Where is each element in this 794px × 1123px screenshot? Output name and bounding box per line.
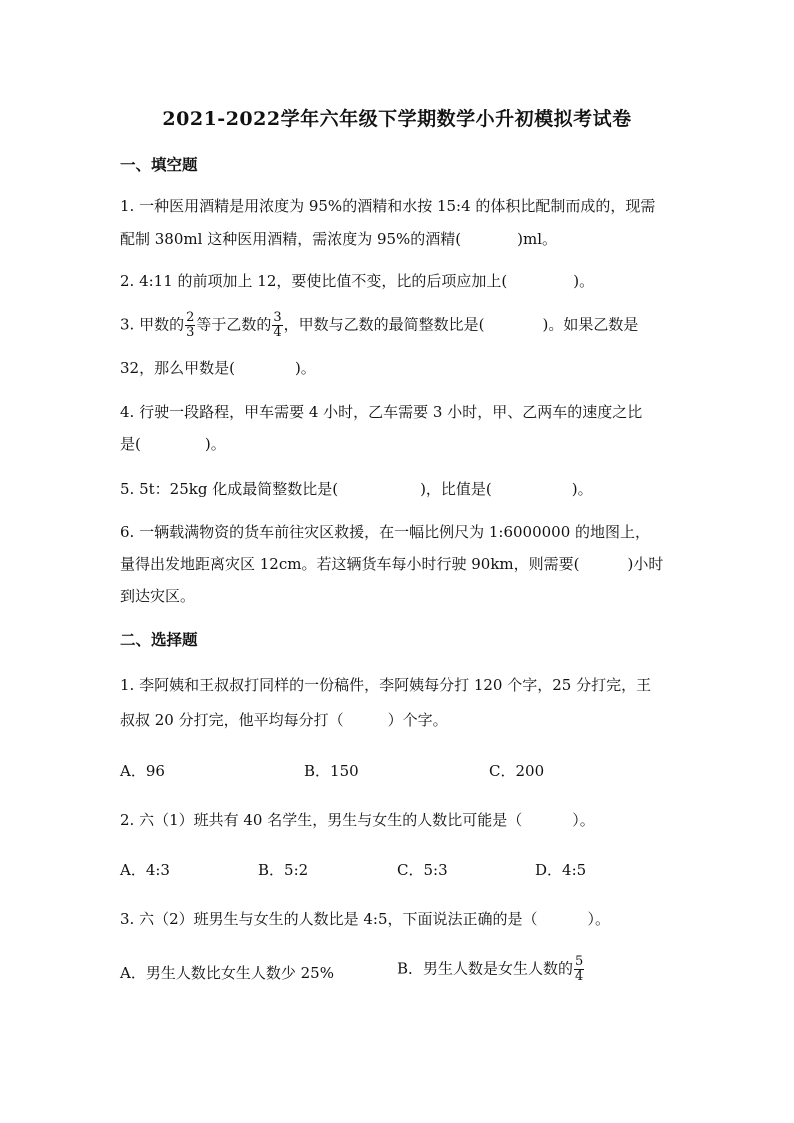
fill-q3-text-b: 等于乙数的 (196, 315, 272, 334)
section-fill-heading: 一、填空题 (120, 155, 198, 174)
section-choice-heading: 二、选择题 (120, 630, 198, 649)
fraction-numerator: 3 (273, 310, 282, 325)
choice-q2-option-d[interactable]: D．4:5 (535, 861, 587, 879)
fraction-five-quarters (574, 955, 584, 984)
fraction-denominator: 4 (273, 325, 282, 340)
fill-q1-text-b: )ml。 (517, 230, 558, 248)
fraction-two-thirds (185, 311, 195, 340)
choice-q2-option-c[interactable]: C．5:3 (397, 861, 448, 879)
fill-q2-text-a: 2. 4:11 的前项加上 12，要使比值不变，比的后项应加上( (120, 272, 508, 290)
fill-q1-line2 (120, 228, 557, 249)
fill-q4-text-b: )。 (204, 435, 226, 453)
choice-q2 (120, 809, 595, 830)
fill-q3-line1 (120, 311, 638, 340)
fill-q3-text-d: )。如果乙数是 (542, 315, 639, 334)
fill-q6-line3: 到达灾区。 (120, 587, 196, 605)
choice-q1-option-c[interactable]: C．200 (489, 762, 545, 780)
choice-q1-text-b: ）个字。 (387, 711, 448, 729)
fill-q6-line2 (120, 553, 663, 574)
choice-q2-text-b: ）。 (572, 811, 595, 829)
choice-q3 (120, 908, 610, 929)
choice-q3-text-b: ）。 (587, 910, 611, 928)
exam-title: 2021-2022学年六年级下学期数学小升初模拟考试卷 (162, 108, 632, 130)
fill-q4-line1: 4. 行驶一段路程，甲车需要 4 小时，乙车需要 3 小时，甲、乙两车的速度之比 (120, 403, 643, 421)
fill-q5 (120, 478, 593, 499)
fill-q3-text-f: )。 (294, 359, 316, 377)
choice-q1-text-a: 叔叔 20 分打完，他平均每分打（ (120, 711, 344, 729)
fraction-numerator: 2 (186, 310, 195, 325)
fill-q5-text-b: )，比值是( (420, 480, 492, 498)
fill-q4-text-a: 是( (120, 435, 141, 453)
fill-q1-line1: 1. 一种医用酒精是用浓度为 95%的酒精和水按 15:4 的体积比配制而成的，现需 (120, 197, 656, 215)
choice-q1-option-a[interactable]: A．96 (120, 762, 165, 780)
choice-q2-option-b[interactable]: B．5:2 (258, 861, 309, 879)
fill-q5-text-c: )。 (571, 480, 593, 498)
choice-q3-text-a: 3. 六（2）班男生与女生的人数比是 4:5，下面说法正确的是（ (120, 910, 538, 928)
choice-q1-line1: 1. 李阿姨和王叔叔打同样的一份稿件，李阿姨每分打 120 个字，25 分打完，王 (120, 676, 652, 694)
choice-q3-option-b[interactable] (397, 955, 585, 984)
choice-q2-option-a[interactable]: A．4:3 (120, 861, 170, 879)
fill-q1-text-a: 配制 380ml 这种医用酒精，需浓度为 95%的酒精( (120, 230, 462, 248)
fill-q4-line2 (120, 433, 226, 454)
choice-q3-option-b-text: B．男生人数是女生人数的 (397, 959, 574, 978)
fill-q3-text-c: ，甲数与乙数的最简整数比是( (283, 315, 485, 334)
fill-q2 (120, 270, 594, 291)
choice-q2-text-a: 2. 六（1）班共有 40 名学生，男生与女生的人数比可能是（ (120, 811, 523, 829)
fill-q2-text-b: )。 (573, 272, 595, 290)
fill-q5-text-a: 5. 5t：25kg 化成最简整数比是( (120, 480, 339, 498)
fraction-three-quarters (272, 311, 282, 340)
fraction-numerator: 5 (575, 954, 584, 969)
choice-q3-option-a[interactable]: A．男生人数比女生人数少 25% (120, 964, 334, 982)
fill-q6-text-a: 量得出发地距离灾区 12cm。若这辆货车每小时行驶 90km，则需要( (120, 555, 580, 573)
fill-q3-line2 (120, 357, 316, 378)
fill-q3-text-a: 3. 甲数的 (120, 315, 185, 334)
fraction-denominator: 3 (186, 325, 195, 340)
fill-q6-text-b: )小时 (627, 555, 664, 573)
fill-q6-line1: 6. 一辆载满物资的货车前往灾区救援，在一幅比例尺为 1:6000000 的地图上， (120, 523, 651, 541)
choice-q1-line2 (120, 709, 448, 730)
fraction-denominator: 4 (575, 969, 584, 984)
choice-q1-option-b[interactable]: B．150 (304, 762, 359, 780)
fill-q3-text-e: 32，那么甲数是( (120, 359, 235, 377)
